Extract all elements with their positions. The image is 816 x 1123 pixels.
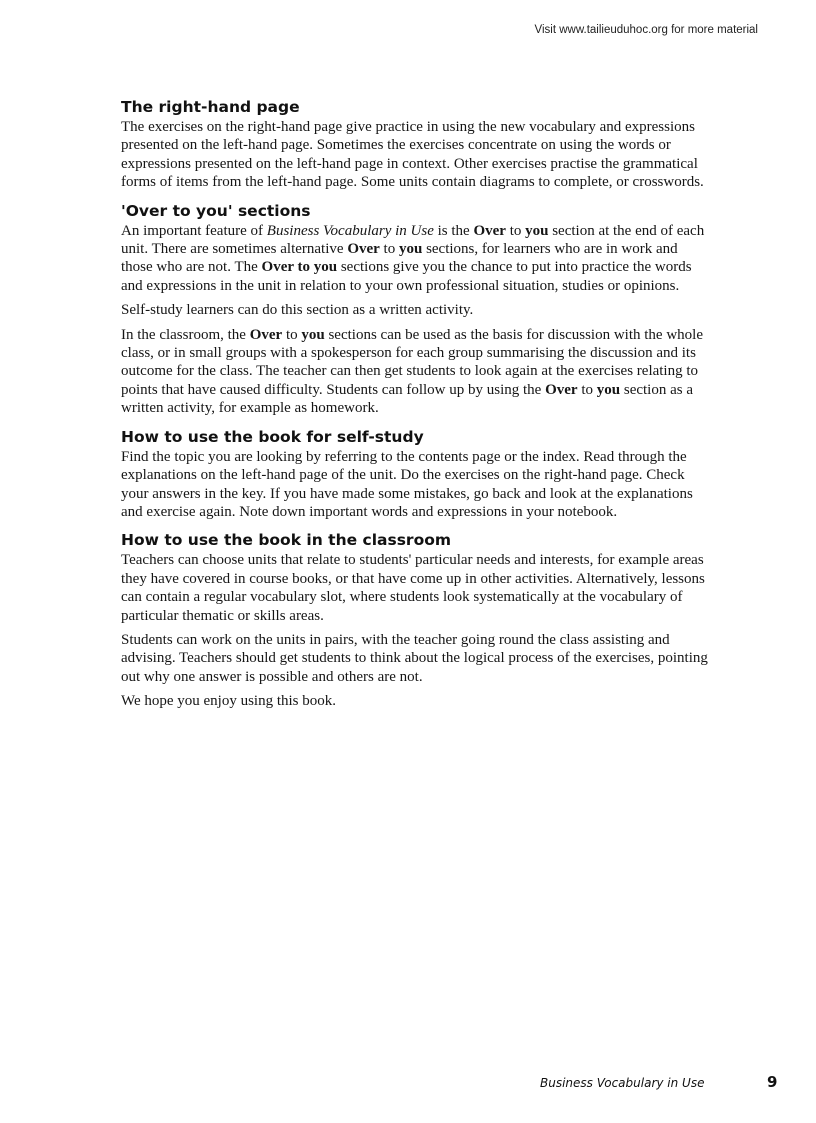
page-content [121,98,711,717]
paragraph: Self-study learners can do this section as a written activity. [121,302,474,319]
paragraph: An important feature of Business Vocabulary in Use is the Over to you section at the end of each unit. There are sometimes alternative Over to you sections, for learners who are in work and those who are not. The Over to you sections give you the chance to put into practice the words and expressions in the unit in relation to your own professional situation, studies or opinions. [121,222,705,294]
section-over-to-you [121,202,711,418]
section-heading: 'Over to you' sections [121,201,311,220]
paragraph: In the classroom, the Over to you sections can be used as the basis for discussion with the whole class, or in small groups with a spokesperson for each group summarising the discussion and its outcome for the class. The teacher can then get students to look again at the exercises relating to points that have caused difficulty. Students can follow up by using the Over to you section as a written activity, for example as homework. [121,326,703,417]
closing-paragraph: We hope you enjoy using this book. [121,693,337,710]
website-note: Visit www.tailieuduhoc.org for more material [534,24,758,36]
section-heading: How to use the book in the classroom [121,531,452,550]
paragraph: Teachers can choose units that relate to students' particular needs and interests, for example areas they have covered in course books, or that have come up in other activities. Alternatively, lessons can contain a regular vocabulary slot, where students look systematically at the vocabulary of particular thematic or skills areas. [121,552,705,624]
section-heading: The right-hand page [121,98,300,116]
paragraph: Students can work on the units in pairs, with the teacher going round the class assisting and advising. Teachers should get students to think about the logical process of the exercises, pointing out why one answer is possible and others are not. [121,631,708,685]
section-heading: How to use the book for self-study [121,427,424,446]
page-number: 9 [767,1073,778,1091]
section-classroom [121,531,711,710]
book-title: Business Vocabulary in Use [266,222,434,239]
paragraph: The exercises on the right-hand page give practice in using the new vocabulary and expressions presented on the left-hand page. Sometimes the exercises concentrate on using the words or expressions presented on the left-hand page in context. Other exercises practise the grammatical forms of items from the left-hand page. Some units contain diagrams to complete, or crosswords. [121,119,704,191]
footer-book-title: Business Vocabulary in Use [540,1076,705,1090]
paragraph: Find the topic you are looking by referring to the contents page or the index. Read through the explanations on the left-hand page of the unit. Do the exercises on the right-hand page. Check your answers in the key. If you have made some mistakes, go back and look at the explanations and exercise again. Note down important words and expressions in your notebook. [121,448,693,520]
section-right-hand-page [121,98,711,192]
section-self-study [121,428,711,522]
